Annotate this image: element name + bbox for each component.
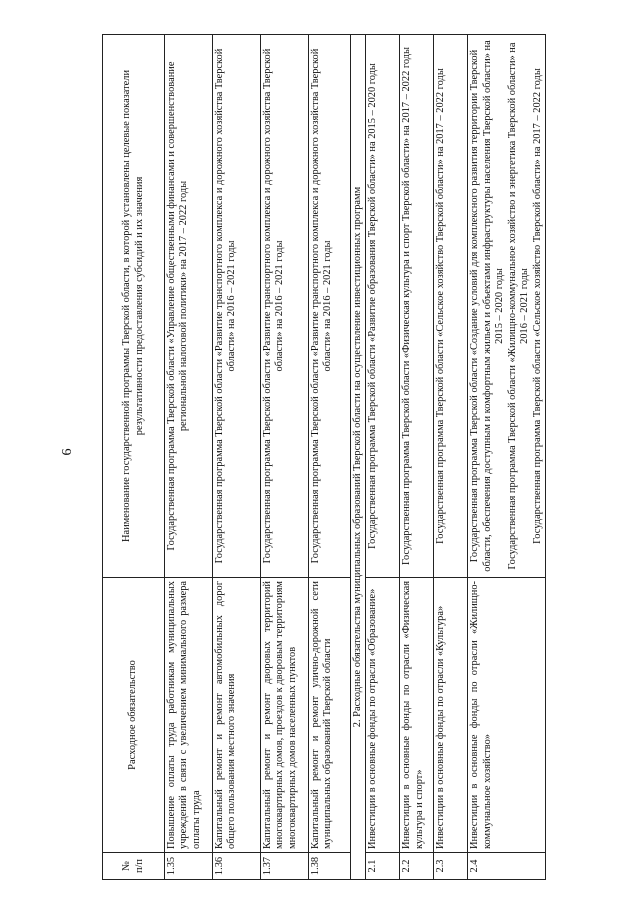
program-name: Государственная программа Тверской области «Развитие транспортного комплекса и дорожного хозяйства Тверской области» на 2016 – 2021 годы xyxy=(262,48,286,564)
program-name: Государственная программа Тверской области «Физическая культура и спорт Тверской области» на 2017 – 2022 годы xyxy=(401,46,413,566)
header-program: Наименование государственной программы Тверской области, в которой установлены целевые показатели результативности предоставления субсидий и их значения xyxy=(103,35,165,578)
row-number: 1.38 xyxy=(309,853,351,880)
expense-obligation: Капитальный ремонт и ремонт улично-дорожной сети муниципальных образований Тверской области xyxy=(309,578,351,853)
expense-obligation: Капитальный ремонт и ремонт автомобильных дорог общего пользования местного значения xyxy=(213,578,261,853)
program-cell xyxy=(309,35,351,578)
table-row xyxy=(366,35,400,880)
expense-obligation: Повышение оплаты труда работникам муниципальных учреждений в связи с увеличением минимального размера оплаты труда xyxy=(165,578,213,853)
program-name: Государственная программа Тверской области «Создание условий для комплексного развития территории Тверской области, обеспечения доступным и комфортным жильем и объектами инфраструктуры населения Тверской области» на 2015 – 2020 годы xyxy=(469,40,506,572)
table-row xyxy=(400,35,434,880)
program-name: Государственная программа Тверской области «Жилищно-коммунальное хозяйство и энергетика Тверской области» на 2016 – 2021 годы xyxy=(506,42,531,570)
table-row xyxy=(434,35,468,880)
rotated-table-wrapper xyxy=(102,35,543,880)
row-number: 2.4 xyxy=(468,853,546,880)
expense-obligation: Капитальный ремонт и ремонт дворовых территорий многоквартирных домов, проездов к дворовым территориям многоквартирных домов населенных пунктов xyxy=(261,578,309,853)
table-row xyxy=(309,35,351,880)
program-cell xyxy=(468,35,546,578)
header-expense: Расходное обязательство xyxy=(103,578,165,853)
table-body-section-1 xyxy=(165,35,351,880)
program-cell xyxy=(366,35,400,578)
expense-obligation: Инвестиции в основные фонды по отрасли «Физическая культура и спорт» xyxy=(400,578,434,853)
page-number: 6 xyxy=(60,448,75,456)
table-section-2-heading xyxy=(351,35,366,880)
program-name: Государственная программа Тверской области «Сельское хозяйство Тверской области» на 2017 – 2022 годы xyxy=(531,68,543,544)
table-row xyxy=(468,35,546,880)
row-number: 2.3 xyxy=(434,853,468,880)
expense-obligation: Инвестиции в основные фонды по отрасли «Образование» xyxy=(366,578,400,853)
table-body-section-2 xyxy=(366,35,546,880)
expense-obligation: Инвестиции в основные фонды по отрасли «Культура» xyxy=(434,578,468,853)
row-number: 1.35 xyxy=(165,853,213,880)
table-header-row xyxy=(103,35,165,880)
program-cell xyxy=(400,35,434,578)
program-name: Государственная программа Тверской области «Развитие транспортного комплекса и дорожного хозяйства Тверской области» на 2016 – 2021 годы xyxy=(310,48,334,564)
section-2-title: 2. Расходные обязательства муниципальных образований Тверской области на осуществление инвестиционных программ xyxy=(351,35,366,880)
row-number: 1.37 xyxy=(261,853,309,880)
program-cell xyxy=(434,35,468,578)
table-row xyxy=(213,35,261,880)
program-cell xyxy=(165,35,213,578)
program-name: Государственная программа Тверской области «Развитие образования Тверской области» на 2015 – 2020 годы xyxy=(367,63,379,549)
obligations-table xyxy=(102,34,546,880)
row-number: 2.2 xyxy=(400,853,434,880)
header-num: № п/п xyxy=(103,853,165,880)
program-name: Государственная программа Тверской области «Развитие транспортного комплекса и дорожного хозяйства Тверской области» на 2016 – 2021 годы xyxy=(214,48,238,564)
table-row xyxy=(261,35,309,880)
section-row xyxy=(351,35,366,880)
program-name: Государственная программа Тверской области «Управление общественными финансами и совершенствование региональной налоговой политики» на 2017 – 2022 годы xyxy=(166,61,190,551)
expense-obligation: Инвестиции в основные фонды по отрасли «Жилищно-коммунальное хозяйство» xyxy=(468,578,546,853)
row-number: 2.1 xyxy=(366,853,400,880)
program-cell xyxy=(213,35,261,578)
table-row xyxy=(165,35,213,880)
program-name: Государственная программа Тверской области «Сельское хозяйство Тверской области» на 2017 – 2022 годы xyxy=(435,68,447,544)
program-cell xyxy=(261,35,309,578)
row-number: 1.36 xyxy=(213,853,261,880)
